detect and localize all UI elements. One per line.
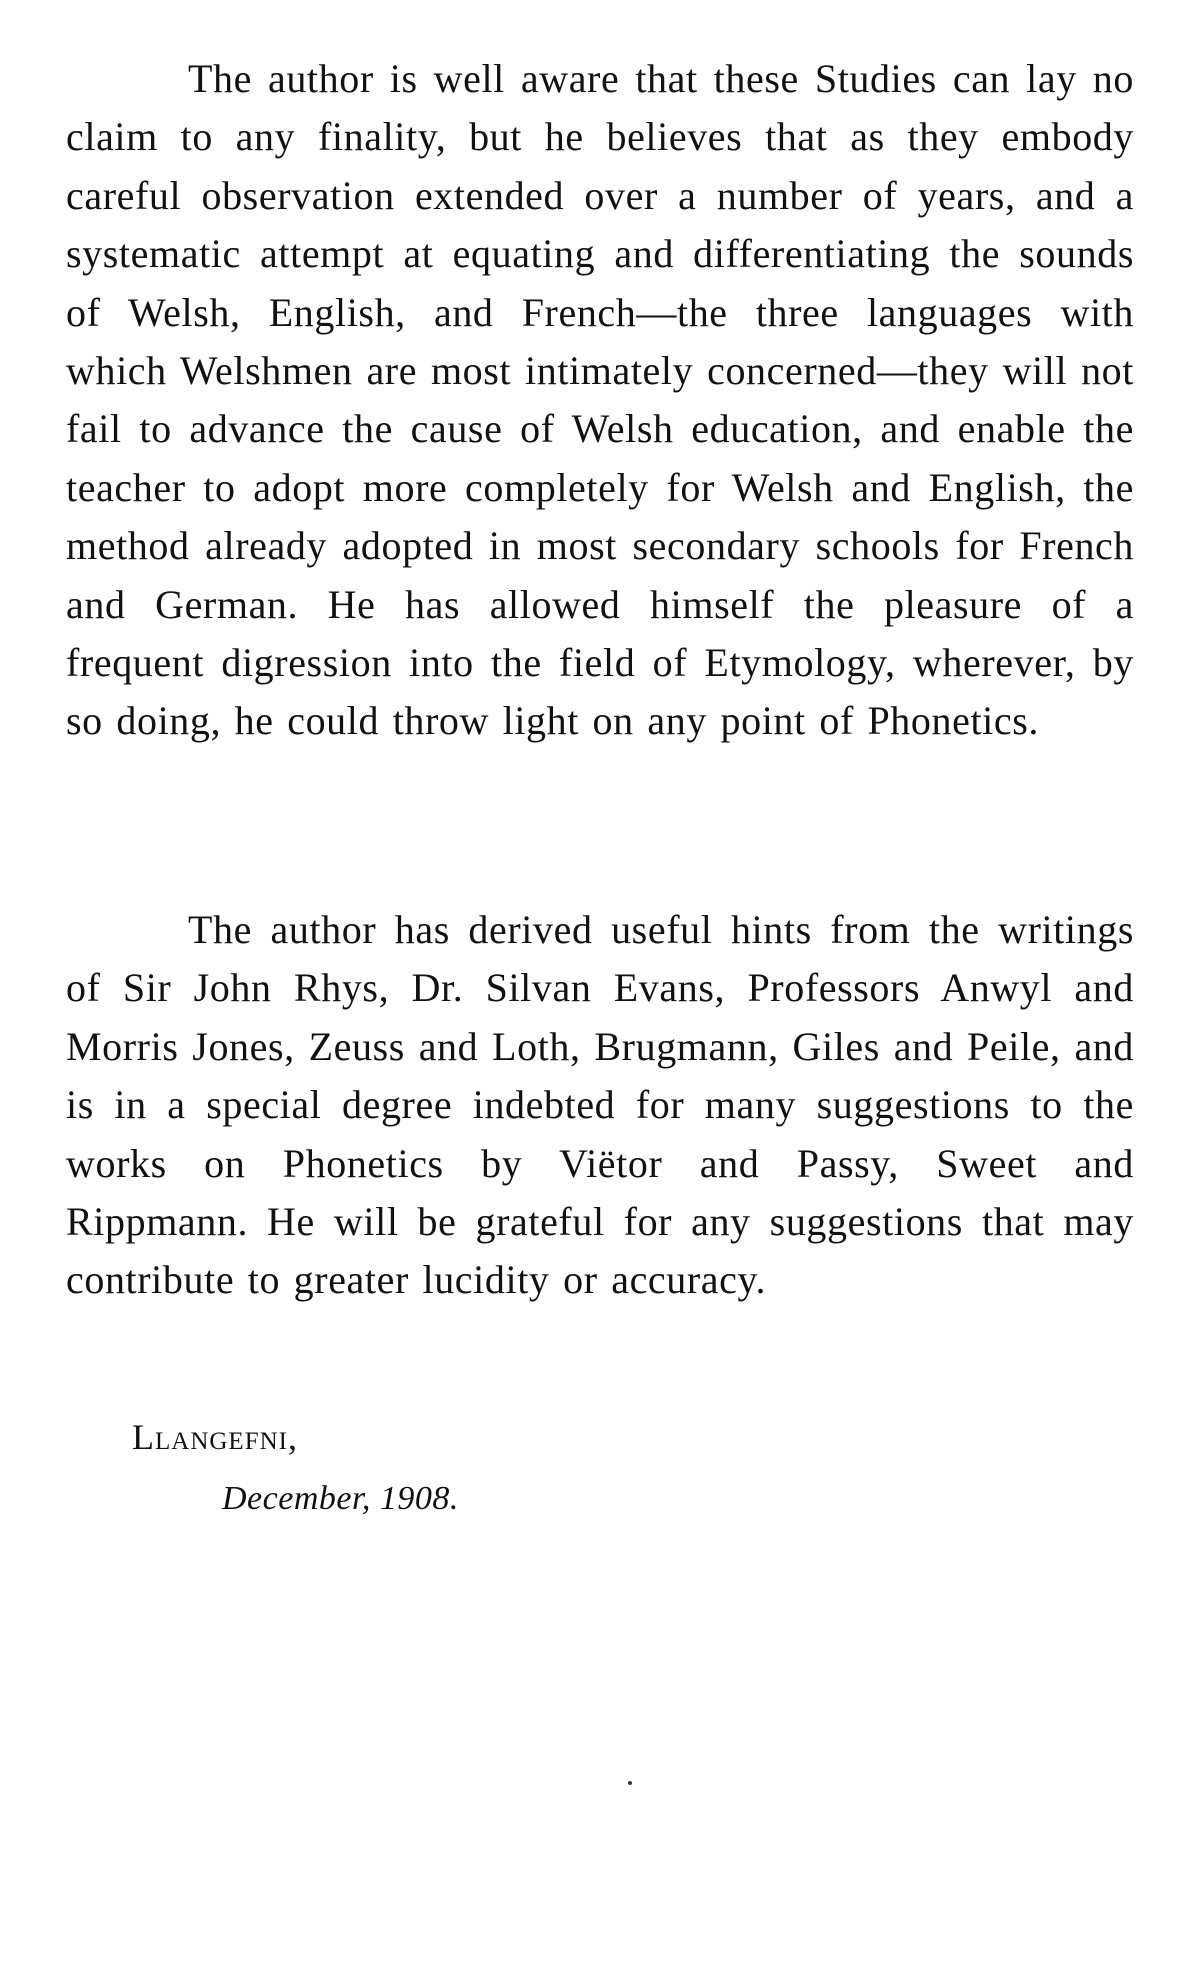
signature-date: December, 1908. xyxy=(222,1480,459,1517)
preface-paragraph-2 xyxy=(66,901,1134,1310)
signature-place: Llangefni, xyxy=(132,1417,298,1457)
paragraph-text: The author has derived useful hints from the writings of Sir John Rhys, Dr. Silvan Evans, Professors Anwyl and Morris Jones, Zeuss and Loth, Brugmann, Giles and Peile, and is in a special degree indebted for many suggestions to the works on Phonetics by Viëtor and Passy, Sweet and Rippmann. He will be grateful for any suggestions that may contribute to greater lucidity or accuracy. xyxy=(66,907,1134,1303)
preface-paragraph-1 xyxy=(66,50,1134,751)
print-speck xyxy=(628,1781,632,1785)
paragraph-text: The author is well aware that these Studies can lay no claim to any finality, but he believes that as they embody careful observation extended over a number of years, and a systematic attempt at equating and differentiating the sounds of Welsh, English, and French—the three languages with which Welshmen are most intimately concerned—they will not fail to advance the cause of Welsh education, and enable the teacher to adopt more completely for Welsh and English, the method already adopted in most secondary schools for French and German. He has allowed himself the pleasure of a frequent digression into the field of Etymology, wherever, by so doing, he could throw light on any point of Phonetics. xyxy=(66,56,1134,744)
